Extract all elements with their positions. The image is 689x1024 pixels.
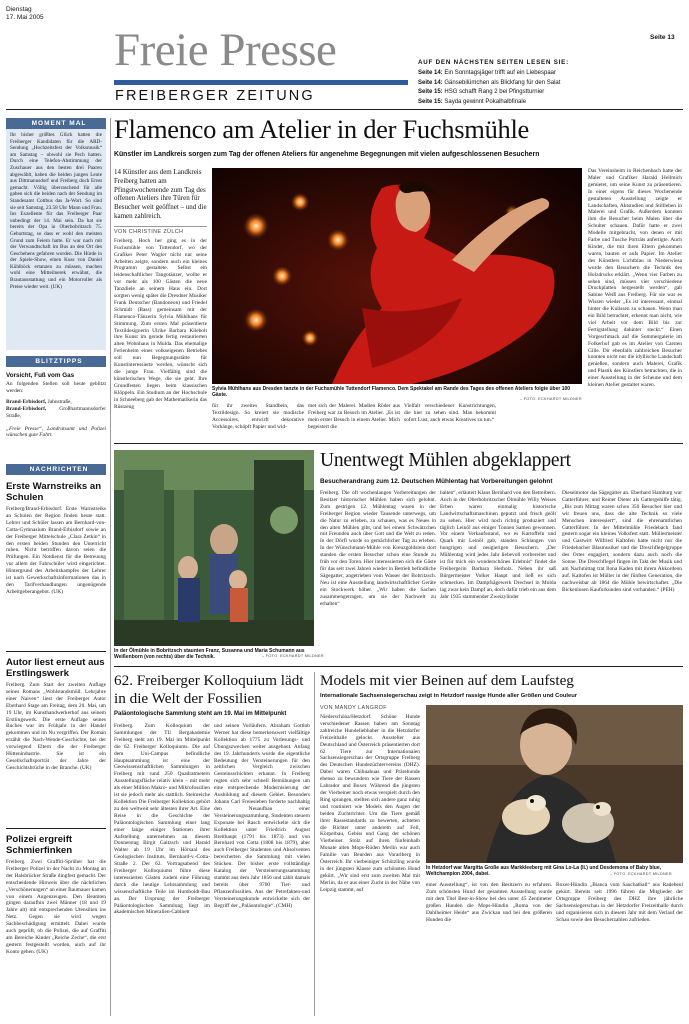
preview-item[interactable]: Seite 14: Gänsebilümchen als Blickfang für den Salat [418, 79, 561, 86]
flamenco-body-3: met sich der Malerei. Madlen Röder aus Freiberg war zu Besuch im Atelier. „Es ist mein erster Besuch in einem Atelier. Mich begeistert die [308, 403, 400, 430]
flamenco-column-3-text [308, 403, 400, 445]
dog-photo [426, 705, 683, 863]
laufsteg-column-1 [320, 705, 420, 1018]
preview-list [418, 69, 680, 107]
muehle-photo [114, 450, 314, 646]
flamenco-column-5-text [588, 168, 682, 438]
flamenco-column-2-text [212, 403, 304, 445]
moment-mal-text: Ihr bisher größtes Glück hatten die Freiberger Kandidaten für die ARD-Sendung „Hochzeitsfest der Volksmusik“ am Samstag – obwohl sie Pech hatten. Durch eine Telefon-Abstimmung der Zuschauer aus den besten drei Paaren abgewählt, haben die beiden jungen Leute aus Dittmannsdorf und Freiberg doch Ernst gemacht. Völlig überraschend für alle gaben sich die beiden nach der Sendung im Standesamt Cottbus das Ja-Wort. So sind sie seit Samstag, 23.58 Uhr Mann und Frau. Ins Exzellente für das Freiberger Paar unbedingt der 14. Mai sein. Da hat sie bereits der Opa in Oberbobritzsch 75. Geburtstag, so dass er wohl den meisten Grund zum Feiern hatte. Er war nach mit der Verwandtschaft im Bus an den Ort des Geschehens gefahren worden. Die Hürde in der Spiele-Show, einen Kuss von Daniel Kühlböck ertanzen zu müssen, machen wohl eine Mitteilnerek erwähnt, die Brautausstattung und ein Motorroller als Preise wieder weit. (UK) [10, 132, 102, 290]
flamenco-credit: – FOTO: ECKHARDT MILDNER [520, 397, 582, 401]
dog-credit: – FOTO: ECKHARDT MILDNER [610, 872, 672, 876]
news-title[interactable]: Polizei ergreift Schmierfinken [6, 834, 73, 856]
laufsteg-body-3: Boxer-Hündin „Bianca vom Sauchatball“ aus Radebeul gekürt. Bereits seit 1996 führen die Mitglieder der Ortsgruppe Freiberg des DHZ ihre jährliche Sachsensiegerschau in der Hetzdorfer Freizeithalle durch und organisieren sich in diesem Jahr mit dem Verlauf der Schau sowie den Besucherzahlen zufrieden. [556, 882, 683, 923]
flamenco-headline[interactable]: Flamenco am Atelier in der Fuchsmühle [114, 114, 530, 144]
nachrichten-header: NACHRICHTEN [6, 464, 106, 475]
muehlen-headline[interactable]: Unentwegt Mühlen abgeklappert [320, 450, 571, 471]
date-box [6, 6, 44, 21]
laufsteg-column-2 [426, 882, 552, 1018]
kolloquium-headline[interactable]: 62. Freiberger Kolloquium lädt in die Welt der Fossilien [114, 672, 304, 707]
nachrichten-box [6, 464, 106, 1018]
flamenco-column-1 [114, 168, 207, 438]
flamenco-body-5: Das Vereinsheim in Reichenbach hatte der Maler und Grafiker Harald Hellmich gemietet, um seine Kunst zu präsentieren. In einer eigens für dieses Wochenende gestalteten Ausstellung zeigte er Landschaften, Aktstudien und Stillleben in Malerei und Grafik. Außerdem konnten ihm die Besucher beim Malen über die Schulter schauen. Dafür hatte er zwei Modelle mitgebracht, von denen er mit Farbe und Tusche Porträts anfertigte. Auch Kinder, die mit ihren Eltern gekommen waren, bauten er aufs Papier. Im Atelier des Künstlers Lichtblau in Niederwiesa wurde den Besuchern die Technik des Holzdrucks erklärt. „Wenn vier Farben zu sehen sind, müssen vier verschiedene Druckplatten hergestellt werden“, gab Sabine Weiß aus Freiberg. Für sie war es Wissen wieder „Es ist interessant, einmal hinter die Kulissen zu schauen. Wenn man ein Bild betrachtet, erkennt man nicht, wie viel Arbeit vor dem Bild bis zur Fertigstellung dahinter steckt.“ Einen Vorgeschmack auf die Sommergalerie im Folkerhof gab es im Atelier von Carsten Gille. Dir ebenfalls zahlreichen Besucher konnten nicht nur die idyllische Landschaft genießen, sondern auch Malerei, Grafik und Plastik des Künstlers betrachten, die in einer Ausstellung in der Scheune und dem kleinen Atelier gestaltet waren. [588, 168, 682, 389]
blitztipps-intro: An folgenden Stellen soll heute geblitzt werden: [6, 381, 106, 394]
kolloquium-body-2: und seinen Vorläufern. Abraham Gottlob Werner hat diese bemerkenswert vielfältige Kollektion ab 1775 zu Vorlesungs- und Übungszwecken weiter ausgebaut. Anfang des 19. Jahrhunderts wurde die eigentliche Bedeutung der Versteinerungen für den zeitlichen Vergleich zwischen Gesteinsschichten erkannt. In Freiberg regten sich sehr schnell Bemühungen um eine entsprechende Modernisierung der Ausbildung auf diesem Gebiet. Besonders Johann Carl Freiesleben forderte nachhaltig den Neuaufbau einer Versteinerungssammlung. Studenten steuern Exponate bei Rasch entwickelte sich die Kollektion unter Friedrich August Breithaupt (1791 bis 1873) und von Bernhard von Cotta (1808 bis 1879), aber auch Freiberger Studenten und Absolventen bereicherten die Sammlung mit vielen Stücken. Der bisher erste vollständige Katalog der Versteinerungssammlung stammt aus dem Jahr 1856 und zählt damals bereits über 9700 Tier- und Pflanzenfossilien. Aus der Petrefakten-und Versteinerungskunde entwickelte sich der Begriff der „Paläontologie“. (CMH) [214, 723, 310, 909]
title-underline [114, 80, 408, 85]
preview-item[interactable]: Seite 15: HSG schafft Rang 2 bei Pfingstturnier [418, 89, 545, 96]
laufsteg-body-2: einer Ausstellung“, ist von den Besitzern zu erfahren. Zum schönsten Hund der gesamten Ausstellung wurde mit dem Titel Best-in-Show bei den unter 45 Zentimeter großen Hunden die Mops-Hündin „Roma von der Dahlheimer Heide“ aus Zwickau und bei den größeren Hunden die [426, 882, 552, 923]
left-column-rule [110, 118, 111, 1016]
flamenco-column-4-text [404, 403, 496, 445]
muehlen-body-2: halten“, erläutert Klaus Bernhard von den Betreibern. Auch in der Oberbobritzscher Ölmühle Willy Weises Erben waren einmalig historische Landwirtschaftsmaschinen geputzt und frisch geölt zu sehen. Hier wird noch richtig produziert und täglich Leinöl aus einiger Tonnen Samen gewonnen. Vor einem Verkaufsstand, wo es Kartoffeln und Quark mit Leinöl gab, standen Schlangen von hungrigen und neugierigen Besuchern. „Der Mühlentag wird jedes Jahr liebevoll vorbereitet und ist für mich ein wunderschönes Erlebnis“ findet die Freibergerin Barbara Herholz. Neben ihr saß Bürgermeister Volker Haupt und ließ es sich schmecken. Im Dampfsägewerk Drechsel in Mulda lag zwar kein Dampf an, doch dafür trieb ein aus dem Jahr 1935 stammender Zweizylinder [440, 490, 556, 600]
blitztipps-box [6, 356, 106, 458]
section-rule [114, 666, 683, 667]
flamenco-body-2: für ihr zweites Standbein, das Textildesign. So kreiert sie modische Accessoires, entwirft dekorative Vorhänge, schöpft Papier und wid- [212, 403, 304, 430]
kolloquium-column-1 [114, 723, 210, 1018]
news-text: Freiberg/Brand-Erbisdorf. Erste Warnstreiks an Schulen der Region finden heute statt. Lehrer und Schüler lassen am Bernhard-von-Cotta-Gymnasium Brand-Erbisdorf sowie an der Freiberger Mittelschule „Clara Zetkin“ in den ersten beiden Stunden den Unterricht ruhen. Nicht betroffen davon seien die Prüfungen. Ein Notdienst für die Betreuung vor allem der Fahrschüler wird eingerichtet. Hintergrund des Arbeitskampfes der Lehrer ist nach Gewerkschaftsinformationen das in den Tarifverhandlungen ungenügende Arbeitgeberangebot. (UK) [6, 506, 106, 595]
preview-item[interactable]: Seite 15: Sayda gewinnt Pokalhalbfinale [418, 98, 527, 105]
blitztipps-header: BLITZTIPPS [6, 356, 106, 367]
flamenco-lead: 14 Künstler aus dem Landkreis Freiberg hatten am Pfingstwochenende zum Tag des offenen Ateliers ihre Türen für Besucher weit geöffnet – und die kamen zahlreich. [114, 168, 207, 220]
blitztipps-item: Brand-Erbisdorf, Jahnstraße, [6, 398, 72, 405]
laufsteg-column-3 [556, 882, 683, 1018]
flamenco-dancer-image [212, 168, 582, 384]
blitztipps-title: Vorsicht, Fuß vom Gas [6, 372, 75, 379]
masthead-rule [6, 109, 683, 110]
muehlen-column-3 [562, 490, 682, 662]
muehle-credit: – FOTO: ECKHARDT MILDNER [262, 654, 324, 658]
section-rule [114, 443, 683, 444]
divider [6, 651, 106, 652]
muehlen-subhead: Besucherandrang zum 12. Deutschen Mühlentag hat Vorbereitungen gelohnt [320, 478, 553, 485]
newspaper-title: Freie Presse [114, 24, 337, 76]
news-text: Freiberg. Zwei Graffiti-Sprüher hat die Freiberger Polizei in der Nacht zu Montag an der Halsbrücker Straße dingfest gemacht. Der entscheidende Hinweis über die nächtlichen „Verschönerungen“ an einer Baumauer kamen von einem Augenzeugen. Den Beamten gingen daraufhin zwei Männer (18 und 19 Jahre alt) mit entsprechenden Utensilien ins Netz. Gegen sie wird wegen Sachbeschädigung ermittelt. Dabei wurde auch geprüft, ob die Polizei, die auf Graffiti am Bereiche Kinder „Reiche Zeche“, die erst gestern festgestellt worden, auch auf ihr Konto gehen. (UK) [6, 859, 106, 955]
flamenco-photo [212, 168, 582, 384]
moment-mal-box [6, 118, 106, 350]
muehlen-column-1 [320, 490, 436, 662]
kolloquium-subhead: Paläontologische Sammlung steht am 19. Mai im Mittelpunkt [114, 711, 287, 717]
muehlen-column-2 [440, 490, 556, 662]
laufsteg-headline[interactable]: Models mit vier Beinen auf dem Laufsteg [320, 672, 574, 689]
flamenco-subhead: Künstler im Landkreis sorgen zum Tag der offenen Ateliers für angenehme Begegnungen mit vielen aufgeschlossenen Besuchern [114, 151, 540, 158]
kolloquium-column-2 [214, 723, 310, 1018]
preview-item[interactable]: Seite 14: Ein Sonntagsjäger trifft auf ein Liebespaar [418, 70, 556, 76]
news-text: Freiberg. Zum Start der zweiten Auflage seines Romans „Wohlstandsmüll. Lehrjahre einer Naiven“ liest der Freiberger Autor Eberhard Stage am Freitag, dem 20. Mai, um 19 Uhr, im Kunsthandwerkerhof aus seinem Erstlingswerk. Die erste Auflage seines Buches war im Frühjahr in der Handel gekommen und im Nu vergriffen. Der Roman erzählt die Nach-Wende-Geschichte, bei der vorwiegend Eltern die der Freiberger Hüttenindustrie. Sie ist ein Gesellschaftsporträt der Jahre der Geschichtsbrüche in der Branche. (UK) [6, 682, 106, 771]
moment-mal-header: MOMENT MAL [6, 118, 106, 129]
flamenco-body-4: Vielfalt verschiedener Kunstrichtungen, die hier zu sehen sind. Man bekommt sofort Lust, auch etwas Kreatives zu tun.“ [404, 403, 496, 423]
kolloquium-body-1: Freiberg. Zum Kolloquium der Sammlungen der TU Bergakademie Freiberg steht am 19. Mai im Mittelpunkt die 62. Freiberger Kolloquiums. Die auf dem Uni-Campus befindliche Hauptsammlung ist eine der Geowissenschaftlichen Sammlungen in Freiberg mit rund 250 Quadratmetern Ausstellungsfläche relativ klein – mit mehr als einer Million Makro- und Mikrofossilien ist sie jedoch mehr als stattlich. Steinreiche Kollektion Die Freiberger Kollektion gehört zu den weltweit sehr ältesten ihrer Art. Eine Reise in die Geschichte der Paläontologischen Sammlung einer lang einer lange einiger Stationen ihrer Aufstellung unternehmen an diesem Donnerstag Birgit Gaitzsch und Harald Walter ab 19 Uhr im Hörsaal des Geologischen Instituts, Bernhard-v.-Cotta-Straße 2. Der 62. Vortragsabend des Freiberger Kolloquiums führe diese interessierten Gästen zudem eine Führung durch die heutige Lehrsammlung und wissenschaftliche Teile im Humboldt-Bau an. Der Ursprung der Freiberger Paläontologischen Sammlung liegt im akademischen Mineralien-Cabinett [114, 723, 210, 916]
dog-caption: In Hetzdorf war Margitta Große aus Markkleeberg mit Gina Lo-La (li.) und Desdemona of Baby blue, Weltchampion 2004, dabei. [426, 865, 662, 877]
muehlen-body-1: Freiberg. Die oft wochenlangen Vorbereitungen der Besitzer historischer Mühlen haben sich gelohnt. Zum gestrigen 12. Mühlentag waren in der Freiberger Region wieder Tausende unterwegs, um die Natur zu erleben, zu schauen, was es Neues in den alten Mühlen gibt, und bei einem Schwätzchen mit Freunden auch über Gott und die Welt zu reden. In der Dörfl wurde so gemächlicher Tag zu erleben. In der Wünschmann-Mühle von Kreuzgoldstein dort standen die ersten Besucher schon eine Stunde zu früh vor den Toren. Hier interessierten sich die Gäste für das seit zwei Jahren wieder in Betrieb befindliche Sägegatter, angetrieben vom Wasser der Bobritzsch. Neu ist eine Ausstellung landwirtschaftlicher Geräte ein Stockwerk höher. „Wir haben die Sachen zusammengetragen, um sie der Nachwelt zu erhalten“ [320, 490, 436, 607]
blitztipps-note: „Freie Presse“, Landratsamt und Polizei wünschen gute Fahrt. [6, 425, 106, 439]
date-weekday: Dienstag [6, 6, 32, 13]
newspaper-subtitle: FREIBERGER ZEITUNG [115, 88, 315, 104]
laufsteg-subhead: Internationale Sachsensiegerschau zeigt in Hetzdorf rassige Hunde aller Größen und Couleur [320, 693, 578, 699]
laufsteg-byline: VON MANDY LANGROF [320, 705, 387, 711]
column-rule [314, 672, 315, 1016]
flamenco-caption: Sylvia Mühlhans aus Dresden tanzte in der Fuchsmühle Tuttendorf Flamenco. Dem Spektakel am Rande des Tages des offenen Ateliers folgte über 100 Gäste. [212, 386, 571, 398]
flamenco-byline: VON CHRISTINE ZÜLCH [114, 228, 184, 235]
news-title[interactable]: Erste Warnstreiks an Schulen [6, 481, 102, 503]
flamenco-body-1: Freiberg. Hoch her ging es in der Fuchsmühle von Tuttendorf, wo der Grafiker Peter Wagler nicht nur seine Arbeiten zeigte, sondern auch ein kleines Programm gestaltete. Selbst ein leidenschaftlicher Tangotänzer, wollte er vor mehr als 100 Gästen die neue Tanzdiele an seinem Haus ein. Dort sorgten wenig später die Dresdner Musiker Frank Deutscher (Bandoneon) und Friedel Schmidt (Bass) gemeinsam mit der Flamenco-Tänzerin Sylvia Mühlhans für Stimmung. Zum ersten Mal präsentierte Textildesignerin Ulrike Barbara Kilebolt ihre Kunst im gerade fertig restaurierten alten Wohnhaus in Mulda. Das ehemalige Ferienheim eines volkseigenen Betriebes soll nun Begegnungsstätte für Kunstinteressierte werden, wünscht sich die junge Frau. Vielfältig sind die künstlerischen Wege, die sie geht. Ihre Grundfesten liegen beim klassischen Klöppeln. Ein Studium an der Hochschule in Schneeberg gab der Mathematikerin das Rüstzeug [114, 237, 207, 410]
date: 17. Mai 2005 [6, 13, 44, 21]
laufsteg-body-1: Niederschöna/Hetzdorf. Schöne Hunde verschiedener Rassen haben am Sonntag zahlreiche Hundeliebhaber in die Hetzdorfer Freizeithalle gelockt. Aussteller aus Deutschland und Österreich präsentierten dort 62 Tiere zur Internationalen Sachsensiegerschau der Ortsgruppe Freiberg des Deutschen Hundezüchtervereins (DHZ). Dabei waren Chihuahuas und Prärehunde ebenso zu bewundern wie Tiere der Rassen Labrador und Boxer. Während die jüngsten der Vierbeiner noch etwas verspielt durch den Ring sprangen, stellten sich andere ganz ruhig und routiniert wie Models den Augen der beiden Zuchtrichter. Um die Tiere gemäß ihrer Rassestandards zu bewerten, achteten die Richter unter anderem auf Fell, Körperbau, Gebiss und Gang der schönen Vierbeiner. Stolz auf ihren fünfeinhalb Monate alten Mops-Rüden Merlin war auch Familie van Beurden aus Vorarlberg in Österreich. Ihr vierbeiniger Schützling wurde in der jüngsten Klasse zum schönsten Hund gekürt. „Wir sind erst zum zweiten Mal mit Merlin, da er aus einer Zucht in der Nähe von Leipzig stammt, auf [320, 714, 420, 893]
page-number: Seite 13 [650, 34, 675, 41]
divider [6, 828, 106, 829]
oil-mill-image [114, 450, 314, 646]
muehle-caption: In der Ölmühle in Bobritzsch staunten Franz, Susanna und Maria Schumann aus Weißenborn (von rechts) über die Technik. [114, 648, 305, 660]
muehlen-body-3: Dieselmotor das Sägegatter an. Eberhard Hamburg war Gatterführer, und Reiner Dieter als Gattergehilfe tätig. „Bis zum Mittag waren schon 350 Besucher hier und wir freuen uns, dass die alte Technik so viele Menschen interessiert“, sind die ehrenamtlichen Gatterführer. In der Mittelmühle Friedebach fand gestern sogar ein kleines Volksfest statt. Müllermeister und Gastwirt Wilfried Kaltofen hatte nicht nur die Friedebacher Blasmusiker und die Dreschflegelgruppe des Ortes engagiert, sondern dazu auch noch die Sonne. Die Dreschflegel fingen im Takt der Musik und am Nachmittag trat Ilona Kaden mit ihrem Akkordeon auf. Kaltofen ist Müller in der fünften Generation, die nachweisbar ab 1864 die Mühle bewirtschaftet. „Die Bickenlosen Kaufurkunden sind vorhanden.“ (PEH) [562, 490, 682, 593]
dog-show-image [426, 705, 683, 863]
blitztipps-item: Brand-Erbisdorf, Großhartmannsdorfer Straße, [6, 405, 106, 419]
news-title[interactable]: Autor liest erneut aus Erstlingswerk [6, 657, 105, 679]
preview-heading: AUF DEN NÄCHSTEN SEITEN LESEN SIE: [418, 59, 569, 66]
divider [114, 226, 207, 227]
